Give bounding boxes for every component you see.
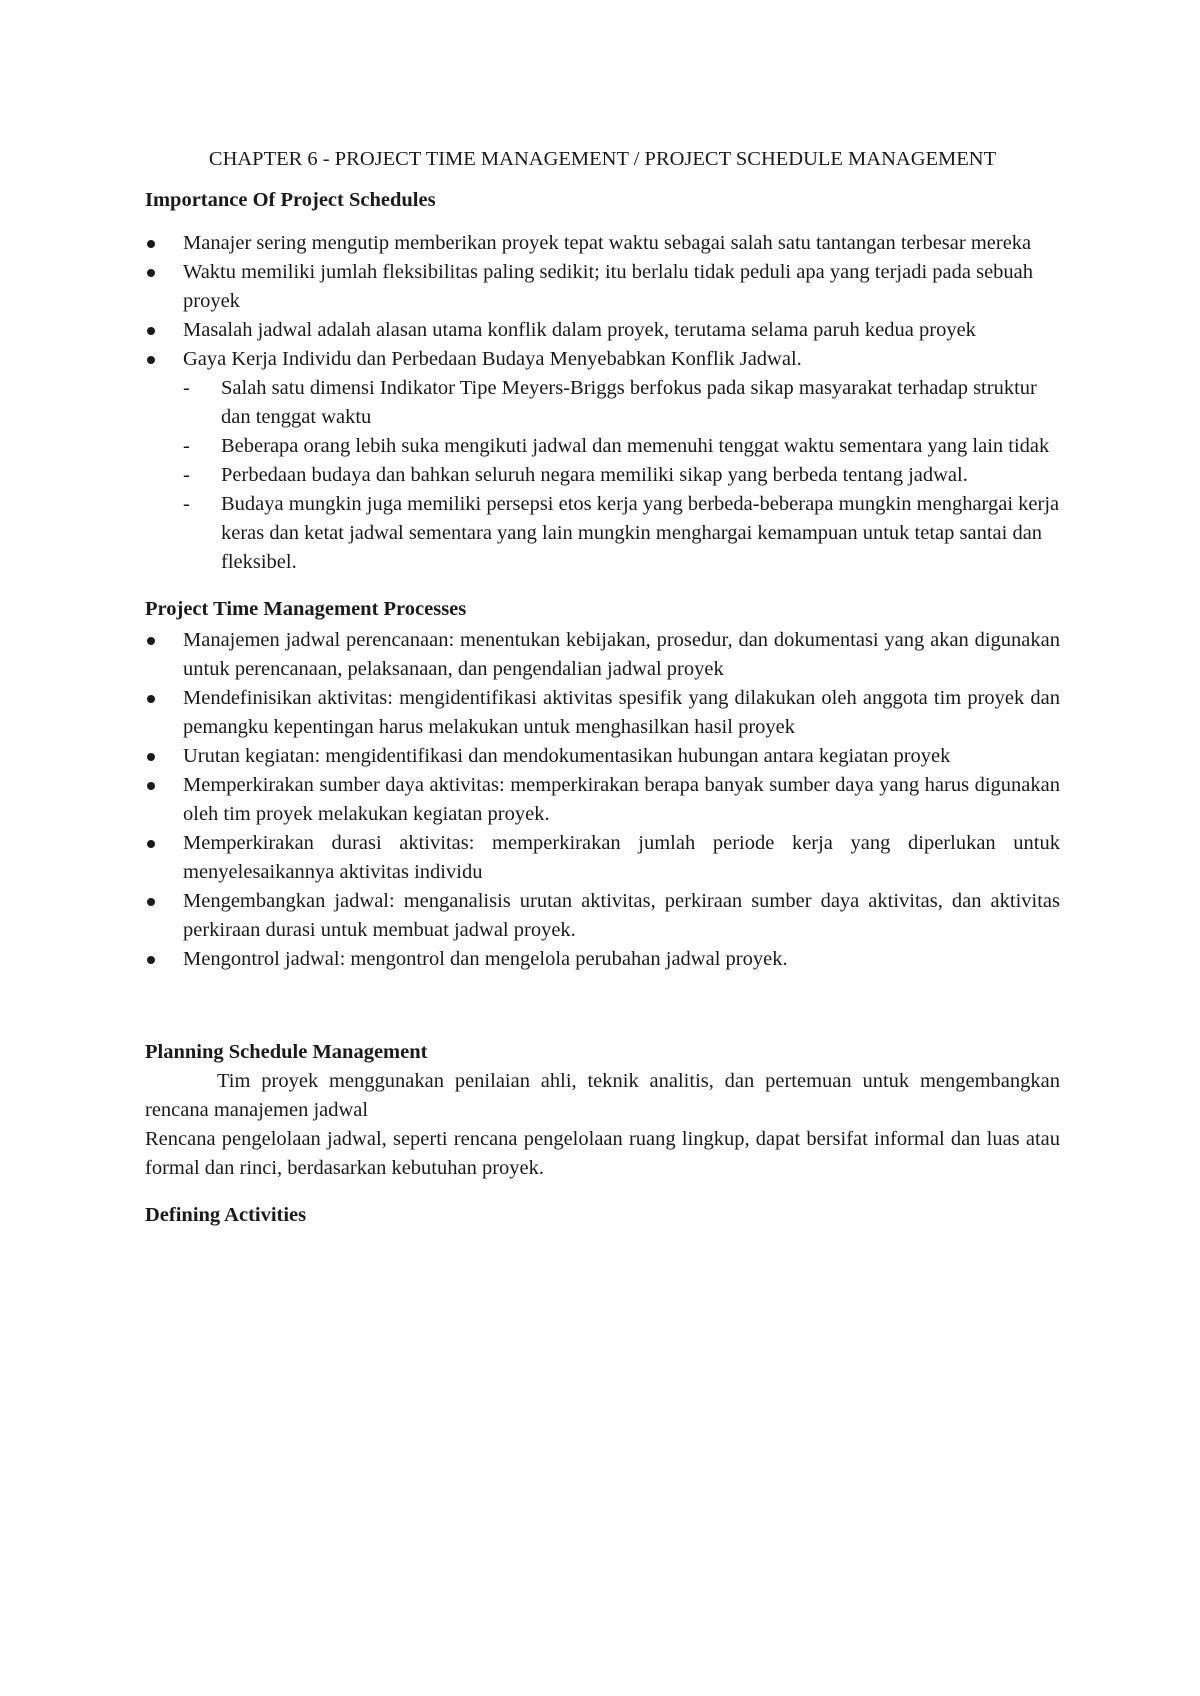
document-page bbox=[145, 145, 1060, 1230]
bullet-dot-icon bbox=[147, 782, 155, 790]
bullet-dot-icon bbox=[147, 327, 155, 335]
bullet-dot-icon bbox=[147, 956, 155, 964]
list-item: Memperkirakan durasi aktivitas: memperkirakan jumlah periode kerja yang diperlukan untuk menyelesaikannya aktivitas individu bbox=[145, 829, 1060, 887]
section-heading-planning: Planning Schedule Management bbox=[145, 1041, 428, 1063]
list-item: Manajemen jadwal perencanaan: menentukan kebijakan, prosedur, dan dokumentasi yang akan digunakan untuk perencanaan, pelaksanaan, dan pengendalian jadwal proyek bbox=[145, 626, 1060, 684]
sub-list-item: - Salah satu dimensi Indikator Tipe Meyers-Briggs berfokus pada sikap masyarakat terhadap struktur dan tenggat waktu bbox=[183, 374, 1060, 432]
processes-bullet-list bbox=[145, 626, 1060, 974]
bullet-dot-icon bbox=[147, 269, 155, 277]
list-item: Urutan kegiatan: mengidentifikasi dan mendokumentasikan hubungan antara kegiatan proyek bbox=[145, 742, 1060, 771]
list-item: Manajer sering mengutip memberikan proyek tepat waktu sebagai salah satu tantangan terbesar mereka bbox=[145, 229, 1060, 258]
dash-marker: - bbox=[183, 377, 190, 399]
dash-marker: - bbox=[183, 464, 190, 486]
bullet-dot-icon bbox=[147, 637, 155, 645]
list-item: Waktu memiliki jumlah fleksibilitas paling sedikit; itu berlalu tidak peduli apa yang terjadi pada sebuah proyek bbox=[145, 258, 1060, 316]
bullet-dot-icon bbox=[147, 898, 155, 906]
paragraph: Tim proyek menggunakan penilaian ahli, teknik analitis, dan pertemuan untuk mengembangkan rencana manajemen jadwal bbox=[145, 1070, 1060, 1121]
paragraph: Rencana pengelolaan jadwal, seperti rencana pengelolaan ruang lingkup, dapat bersifat informal dan luas atau formal dan rinci, berdasarkan kebutuhan proyek. bbox=[145, 1128, 1060, 1179]
list-item: Mendefinisikan aktivitas: mengidentifikasi aktivitas spesifik yang dilakukan oleh anggota tim proyek dan pemangku kepentingan harus melakukan untuk menghasilkan hasil proyek bbox=[145, 684, 1060, 742]
list-item: Gaya Kerja Individu dan Perbedaan Budaya Menyebabkan Konflik Jadwal. - Salah satu dimensi Indikator Tipe Meyers-Briggs berfokus pada sikap masyarakat terhadap struktur dan tenggat waktu - Beberapa orang lebih suka mengikuti jadwal dan memenuhi tenggat waktu sementara yang lain tidak - Perbedaan budaya dan bahkan seluruh negara memiliki sikap yang berbeda tentang jadwal. - Budaya mungkin juga memiliki persepsi etos kerja yang berbeda-beberapa mungkin menghargai kerja keras dan ketat jadwal sementara yang lain mungkin menghargai kemampuan untuk tetap santai dan fleksibel. bbox=[145, 345, 1060, 577]
list-item: Mengembangkan jadwal: menganalisis urutan aktivitas, perkiraan sumber daya aktivitas, dan aktivitas perkiraan durasi untuk membuat jadwal proyek. bbox=[145, 887, 1060, 945]
sub-list-item: - Budaya mungkin juga memiliki persepsi etos kerja yang berbeda-beberapa mungkin menghargai kerja keras dan ketat jadwal sementara yang lain mungkin menghargai kemampuan untuk tetap santai dan fleksibel. bbox=[183, 490, 1060, 577]
sub-list bbox=[183, 374, 1060, 577]
spacer bbox=[145, 974, 1060, 1032]
importance-bullet-list bbox=[145, 229, 1060, 577]
bullet-dot-icon bbox=[147, 695, 155, 703]
bullet-dot-icon bbox=[147, 840, 155, 848]
bullet-dot-icon bbox=[147, 356, 155, 364]
list-item: Memperkirakan sumber daya aktivitas: memperkirakan berapa banyak sumber daya yang harus digunakan oleh tim proyek melakukan kegiatan proyek. bbox=[145, 771, 1060, 829]
bullet-dot-icon bbox=[147, 753, 155, 761]
sub-list-item: - Perbedaan budaya dan bahkan seluruh negara memiliki sikap yang berbeda tentang jadwal. bbox=[183, 461, 1060, 490]
list-item: Masalah jadwal adalah alasan utama konflik dalam proyek, terutama selama paruh kedua proyek bbox=[145, 316, 1060, 345]
sub-list-item: - Beberapa orang lebih suka mengikuti jadwal dan memenuhi tenggat waktu sementara yang lain tidak bbox=[183, 432, 1060, 461]
bullet-dot-icon bbox=[147, 240, 155, 248]
dash-marker: - bbox=[183, 493, 190, 515]
chapter-title: CHAPTER 6 - PROJECT TIME MANAGEMENT / PROJECT SCHEDULE MANAGEMENT bbox=[208, 148, 997, 170]
section-heading-processes: Project Time Management Processes bbox=[145, 598, 467, 620]
list-item: Mengontrol jadwal: mengontrol dan mengelola perubahan jadwal proyek. bbox=[145, 945, 1060, 974]
section-heading-importance: Importance Of Project Schedules bbox=[145, 189, 436, 211]
section-heading-defining-activities: Defining Activities bbox=[145, 1204, 307, 1226]
dash-marker: - bbox=[183, 435, 190, 457]
